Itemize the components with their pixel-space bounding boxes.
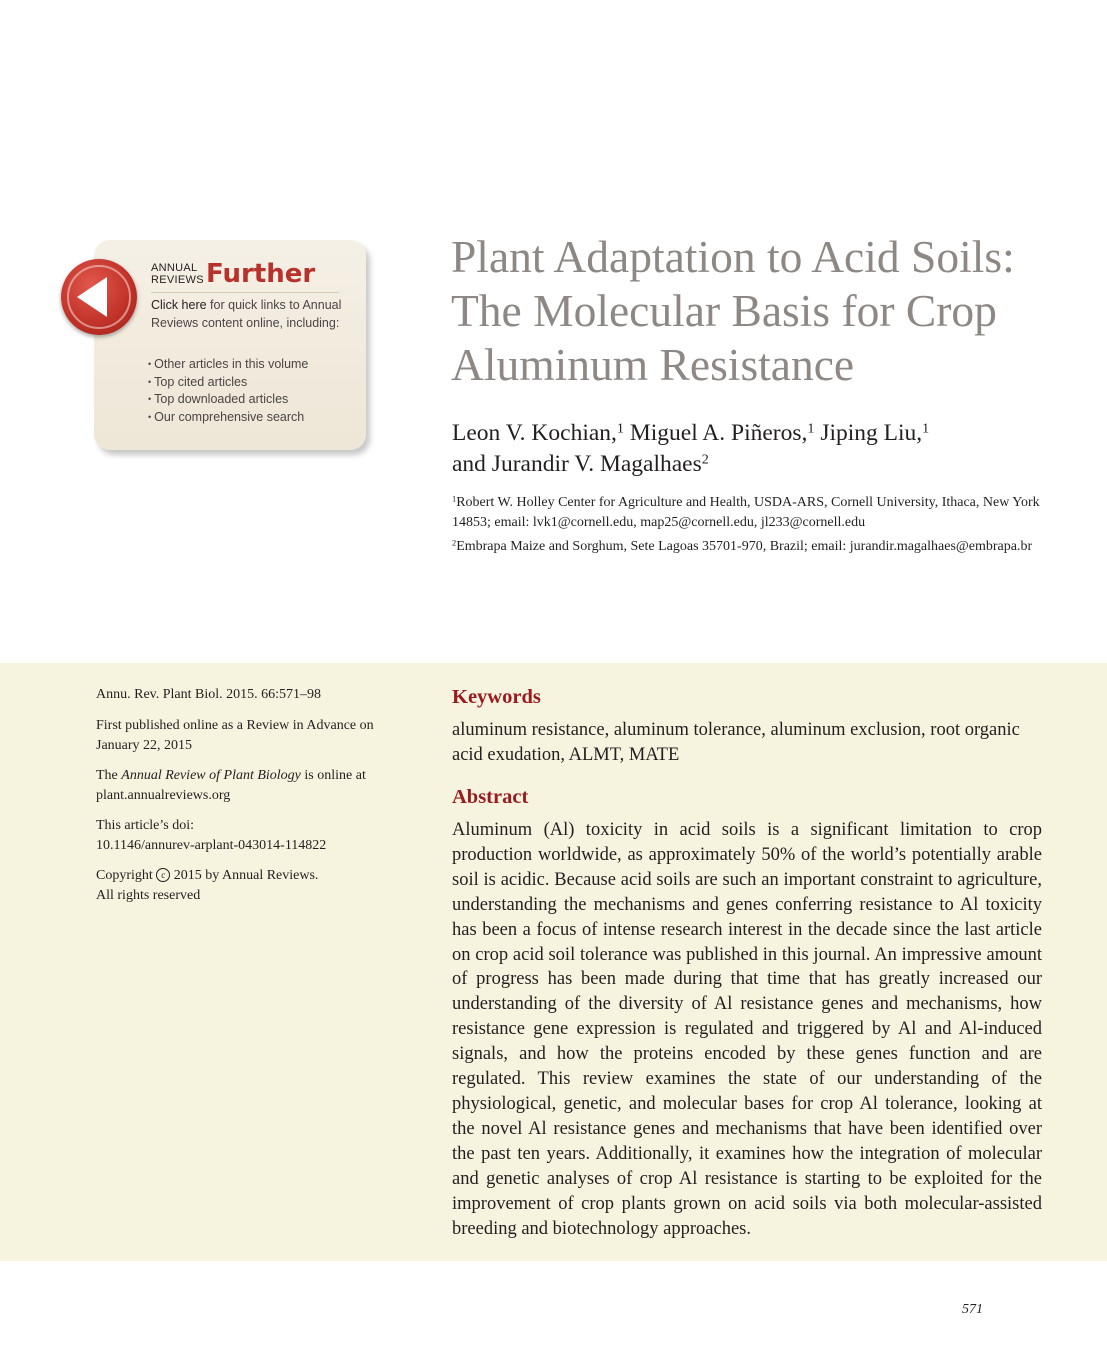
copyright: Copyright c 2015 by Annual Reviews. All rights reserved bbox=[96, 868, 319, 903]
annual-reviews-logo: ANNUAL REVIEWS bbox=[151, 262, 204, 286]
further-link-top-downloaded[interactable]: • Top downloaded articles bbox=[148, 391, 308, 409]
author-name: Miguel A. Piñeros, bbox=[629, 420, 808, 446]
back-arrow-icon[interactable] bbox=[61, 259, 137, 335]
affiliation-1 bbox=[452, 493, 1052, 532]
doi-block bbox=[96, 816, 416, 855]
copyright-symbol: c bbox=[156, 868, 170, 882]
citation: Annu. Rev. Plant Biol. 2015. 66:571–98 bbox=[96, 687, 322, 702]
affiliation-text: Robert W. Holley Center for Agriculture and Health, USDA-ARS, Cornell University, Ithaca, New York 14853; email: lvk1@cornell.edu, map25@cornell.edu, jl233@cornell.edu bbox=[452, 495, 1040, 530]
arrow-left-icon bbox=[61, 259, 137, 335]
further-header bbox=[151, 259, 339, 293]
author-name: Jiping Liu, bbox=[820, 420, 923, 446]
author-affiliation-mark: 1 bbox=[616, 420, 624, 437]
author-name: and Jurandir V. Magalhaes bbox=[452, 451, 702, 477]
online-at: The Annual Review of Plant Biology is online at plant.annualreviews.org bbox=[96, 768, 366, 803]
doi-label: This article’s doi: bbox=[96, 818, 194, 833]
keywords-heading: Keywords bbox=[452, 686, 541, 708]
first-published: First published online as a Review in Advance on January 22, 2015 bbox=[96, 718, 374, 753]
further-link-top-cited[interactable]: • Top cited articles bbox=[148, 374, 308, 392]
abstract-text: Aluminum (Al) toxicity in acid soils is a significant limitation to crop production worldwide, as approximately 50% of the world’s potentially arable soil is acidic. Because acid soils are such an important constraint to agriculture, understanding the mechanisms and genes conferring resistance to Al toxicity has been a focus of intense research interest in the decade since the last article on crop acid soil tolerance was published in this journal. An impressive amount of progress has been made during that time that has greatly increased our understanding of the diversity of Al resistance genes and mechanisms, how resistance gene expression is regulated and triggered by Al and Al-induced signals, and how the proteins encoded by these genes function and are regulated. This review examines the state of our understanding of the physiological, genetic, and molecular bases for crop Al tolerance, looking at the novel Al resistance genes and mechanisms that have been identified over the past ten years. Additionally, it examines how the integration of molecular and genetic analyses of crop Al resistance is starting to be exploited for the improvement of crop plants grown on acid soils via both molecular-assisted breeding and biotechnology approaches. bbox=[452, 820, 1042, 1239]
affiliation-2 bbox=[452, 537, 1052, 557]
author-list bbox=[452, 418, 1072, 480]
further-intro bbox=[151, 297, 351, 332]
further-logo-text: Further bbox=[206, 259, 316, 289]
affiliation-mark: 2 bbox=[452, 538, 457, 548]
affiliation-mark: 1 bbox=[452, 494, 457, 504]
doi-value[interactable]: 10.1146/annurev-arplant-043014-114822 bbox=[96, 837, 327, 853]
keywords-text: aluminum resistance, aluminum tolerance, aluminum exclusion, root organic acid exudation, ALMT, MATE bbox=[452, 720, 1020, 765]
further-link-search[interactable]: • Our comprehensive search bbox=[148, 409, 308, 427]
author-affiliation-mark: 2 bbox=[701, 451, 709, 468]
further-intro-text: for quick links to Annual Reviews content online, including: bbox=[151, 298, 342, 330]
click-here-link[interactable]: Click here bbox=[151, 298, 207, 312]
page-number: 571 bbox=[962, 1302, 983, 1317]
author-affiliation-mark: 1 bbox=[922, 420, 930, 437]
journal-name: Annual Review of Plant Biology bbox=[121, 768, 301, 783]
author-affiliation-mark: 1 bbox=[807, 420, 815, 437]
abstract-heading: Abstract bbox=[452, 786, 529, 808]
rights-reserved: All rights reserved bbox=[96, 887, 201, 903]
further-links-list bbox=[148, 356, 308, 426]
further-link-other-articles[interactable]: • Other articles in this volume bbox=[148, 356, 308, 374]
author-name: Leon V. Kochian, bbox=[452, 420, 617, 446]
affiliation-text: Embrapa Maize and Sorghum, Sete Lagoas 35701-970, Brazil; email: jurandir.magalhaes@embrapa.br bbox=[456, 539, 1033, 554]
article-title: Plant Adaptation to Acid Soils: The Molecular Basis for Crop Aluminum Resistance bbox=[451, 231, 1015, 390]
